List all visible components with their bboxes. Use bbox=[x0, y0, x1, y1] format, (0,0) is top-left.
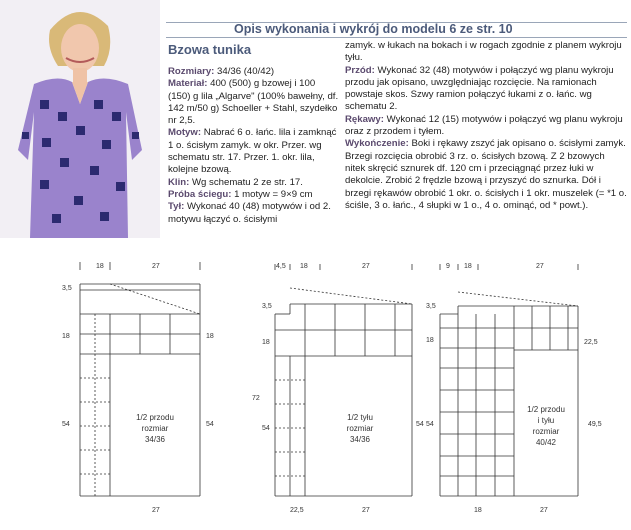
dim-back-right: 54 bbox=[416, 421, 424, 428]
instructions-column-2 bbox=[345, 40, 627, 212]
dim-front-left-1: 3,5 bbox=[62, 285, 72, 292]
page-title: Opis wykonania i wykrój do modelu 6 ze str. 10 bbox=[234, 22, 513, 36]
dim-comb-bottom-1: 18 bbox=[474, 507, 482, 514]
article-subtitle: Bzowa tunika bbox=[168, 42, 252, 57]
label-comb-3: rozmiar bbox=[532, 427, 560, 436]
label-back-2: rozmiar bbox=[346, 424, 374, 433]
dim-back-left-3: 72 bbox=[252, 395, 260, 402]
label-front-2: rozmiar bbox=[141, 424, 169, 433]
dim-front-bottom: 27 bbox=[152, 507, 160, 514]
paragraph-finishing: Wykończenie: Boki i rękawy zszyć jak opisano o. ścisłymi zamyk. Brzegi rozcięcia obrobić 3 rz. o. ścisłych bzową. Z 2 bzowych nitek skręcić sznurek df. 120 cm i przeciągnąć przez łuki w dekolcie. Zrobić 2 frędzle bzową i przyszyć do sznurka. Dół i brzegi rękawów obrobić 1 okr. o. ścisłych i 1 okr. muszelek (= *1 o. ściśle, 3 o. łańc., 4 słupki w 1 o., 4 o. ominąć, od * powt.). bbox=[345, 138, 627, 211]
dim-comb-top-1: 9 bbox=[446, 263, 450, 270]
instructions-column-1 bbox=[168, 66, 340, 226]
tunic-model-image bbox=[0, 0, 160, 238]
paragraph-back-cont: zamyk. w łukach na bokach i w rogach zgodnie z planem wykroju tyłu. bbox=[345, 40, 622, 64]
paragraph-material: Materiał: 400 (500) g bzowej i 100 (150) g lila „Algarve" (100% bawełny, df. 142 m/50 g) Schoeller + Stahl, szydełko nr 2,5. bbox=[168, 78, 339, 127]
pattern-diagrams bbox=[0, 240, 631, 525]
dim-comb-left-2: 18 bbox=[426, 337, 434, 344]
paragraph-front: Przód: Wykonać 32 (48) motywów i połączyć wg planu wykroju przodu jak opisano, uwzględniając rozcięcie. Na ramionach powstaje skos. Szwy ramion połączyć łukami z o. łańc. wg schematu 2. bbox=[345, 64, 614, 113]
label-comb-2: i tyłu bbox=[537, 416, 555, 425]
dim-comb-top-3: 27 bbox=[536, 263, 544, 270]
dim-comb-top-2: 18 bbox=[464, 263, 472, 270]
dim-back-bottom-2: 27 bbox=[362, 507, 370, 514]
paragraph-sizes: Rozmiary: 34/36 (40/42) bbox=[168, 66, 275, 77]
label-front-3: 34/36 bbox=[144, 435, 166, 444]
dim-back-left-2: 18 bbox=[262, 339, 270, 346]
dim-front-left-3: 54 bbox=[62, 421, 70, 428]
diagram-front bbox=[62, 262, 214, 514]
dim-back-left-1: 3,5 bbox=[262, 303, 272, 310]
dim-front-right-2: 18 bbox=[206, 333, 214, 340]
label-back-3: 34/36 bbox=[349, 435, 371, 444]
paragraph-back: Tył: Wykonać 40 (48) motywów i od 2. motywu łączyć o. ścisłymi bbox=[168, 201, 331, 225]
dim-comb-left-3: 54 bbox=[426, 421, 434, 428]
label-comb-4: 40/42 bbox=[535, 438, 557, 447]
model-photo bbox=[0, 0, 160, 238]
dim-front-left-2: 18 bbox=[62, 333, 70, 340]
paragraph-motif: Motyw: Nabrać 6 o. łańc. lila i zamknąć 1 o. ścisłym zamyk. w okr. Przer. wg schematu str. 17. Przer. 1. okr. lila, kolejne bzową. bbox=[168, 127, 337, 176]
dim-comb-right-2: 49,5 bbox=[588, 421, 602, 428]
diagrams-svg bbox=[0, 240, 631, 525]
dim-front-right-1: 54 bbox=[206, 421, 214, 428]
paragraph-sleeves: Rękawy: Wykonać 12 (15) motywów i połączyć wg planu wykroju oraz z przodem i tyłem. bbox=[345, 113, 623, 138]
dim-back-top-3: 27 bbox=[362, 263, 370, 270]
diagram-combined bbox=[426, 263, 602, 514]
dim-back-top-1: 4,5 bbox=[276, 263, 286, 270]
dim-back-bottom-1: 22,5 bbox=[290, 507, 304, 514]
dim-comb-left-1: 3,5 bbox=[426, 303, 436, 310]
dim-back-left-4: 54 bbox=[262, 425, 270, 432]
paragraph-gauge: Próba ściegu: 1 motyw = 9×9 cm bbox=[168, 188, 313, 200]
dim-front-top-2: 27 bbox=[152, 263, 160, 270]
dim-back-top-2: 18 bbox=[300, 263, 308, 270]
label-comb-1: 1/2 przodu bbox=[527, 405, 565, 414]
label-back-1: 1/2 tyłu bbox=[347, 413, 373, 422]
label-front-1: 1/2 przodu bbox=[136, 413, 174, 422]
paragraph-wedge: Klin: Wg schematu 2 ze str. 17. bbox=[168, 176, 303, 188]
dim-comb-right-1: 22,5 bbox=[584, 339, 598, 346]
dim-comb-bottom-2: 27 bbox=[540, 507, 548, 514]
diagram-back bbox=[252, 263, 424, 514]
dim-front-top-1: 18 bbox=[96, 263, 104, 270]
